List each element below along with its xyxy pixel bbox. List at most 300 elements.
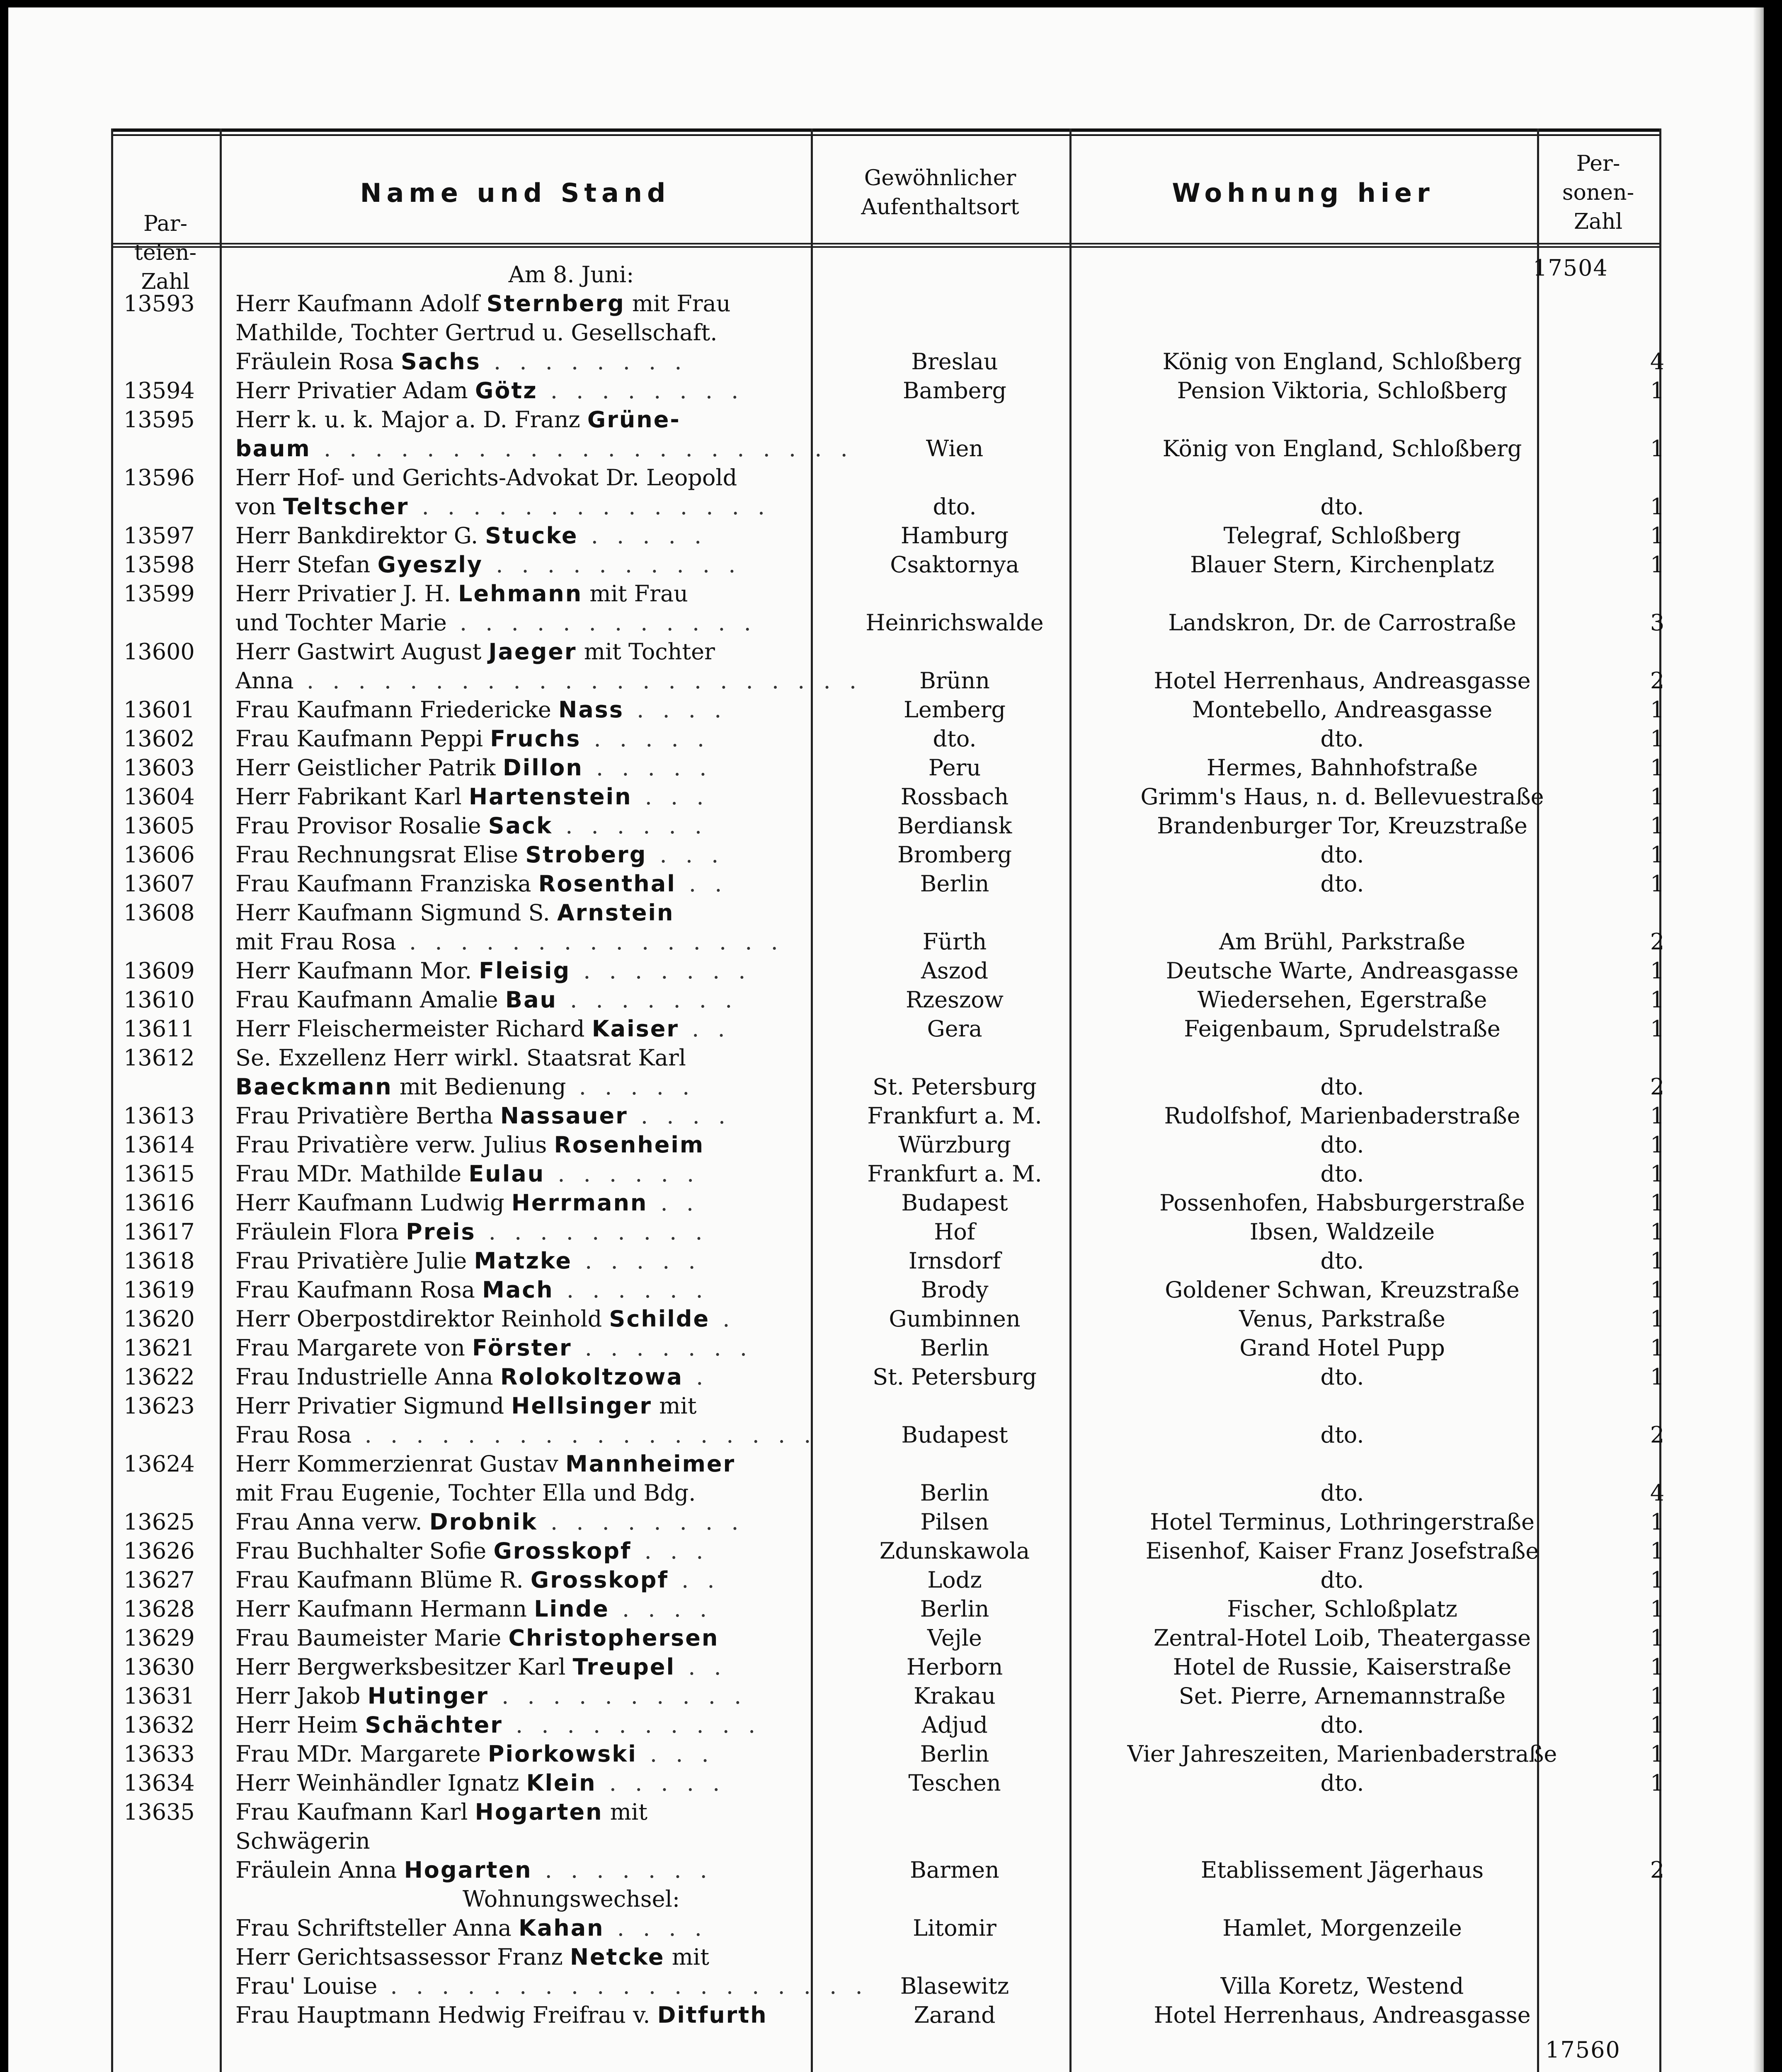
entry-row [111,1101,1665,1130]
surname: Matzke [474,1248,572,1274]
usual-residence: Budapest [901,1422,1008,1448]
name-and-rank [235,1769,907,1798]
person-count: 1 [1650,1016,1665,1042]
name-and-rank [235,1537,907,1566]
header-name: Name und Stand [360,177,671,208]
name-and-rank [235,1653,907,1682]
local-address: Grimm's Haus, n. d. Bellevuestraße [1140,784,1544,810]
name-and-rank [235,782,907,811]
usual-residence: Rzeszow [906,987,1004,1013]
name-and-rank [235,1101,907,1130]
usual-residence: Frankfurt a. M. [867,1103,1042,1129]
name-text: Fräulein Flora [235,1219,406,1245]
person-count: 1 [1650,726,1665,752]
name-text: Frau Kaufmann Peppi [235,726,490,752]
surname: Treupel [572,1654,676,1680]
usual-residence: St. Petersburg [873,1074,1037,1100]
party-number: 13631 [124,1683,195,1709]
name-and-rank [235,1914,907,1943]
name-and-rank [235,347,907,376]
entry-row [111,985,1665,1014]
surname: Eulau [468,1161,545,1187]
leader-dots: . . . . [604,1915,708,1941]
name-and-rank [235,1014,907,1043]
person-count: 2 [1650,929,1665,955]
name-and-rank [235,1856,907,1885]
person-count: 1 [1650,842,1665,868]
usual-residence: Berlin [920,1596,989,1622]
entry-row [111,666,1665,695]
name-text: Frau Kaufmann Franziska [235,871,538,897]
header-persons: Per- sonen- Zahl [1562,151,1634,234]
usual-residence: Lemberg [904,697,1006,723]
party-number: 13626 [124,1538,195,1564]
party-number: 13628 [124,1596,195,1622]
name-and-rank [235,666,907,695]
entry-row [111,608,1665,637]
usual-residence: Hamburg [900,523,1009,549]
name-and-rank [235,1218,907,1247]
leader-dots: . [683,1364,709,1390]
party-number: 13611 [124,1016,195,1042]
name-text: Frau Provisor Rosalie [235,813,488,839]
entry-row [111,463,1661,492]
name-text: Frau MDr. Margarete [235,1741,488,1767]
person-count: 1 [1650,1538,1665,1564]
person-count: 4 [1650,349,1665,375]
usual-residence: Csaktornya [890,552,1019,578]
leader-dots: . . . [631,1538,709,1564]
name-text: Frau Buchhalter Sofie [235,1538,494,1564]
leader-dots: . . . . . . . . . . . . . . . [396,929,784,955]
surname: Drobnik [429,1509,538,1535]
usual-residence: Wien [926,436,984,462]
name-and-rank [235,1943,907,1972]
person-count: 1 [1650,1190,1665,1216]
leader-dots: . . [668,1567,720,1593]
name-and-rank [235,463,907,492]
name-text: Herr Geistlicher Patrik [235,755,503,781]
header-residence: Wohnung hier [1172,177,1435,208]
leader-dots: . . . . . . . . [537,378,744,404]
leader-dots: . . . . . . . . . . . . . . . . . . . . . . [293,668,863,694]
name-text: Herr Kommerzienrat Gustav [235,1451,565,1477]
name-and-rank [235,550,907,579]
leader-dots: . . . . . . . . . . [483,552,742,578]
local-address: dto. [1320,1132,1364,1158]
person-count: 1 [1650,1683,1665,1709]
entry-row [111,2001,1661,2030]
name-suffix: mit [664,1944,709,1970]
carried-in-total: 17504 [1533,255,1608,281]
name-text: Herr Privatier J. H. [235,581,458,607]
local-address: dto. [1320,871,1364,897]
local-address: dto. [1320,842,1364,868]
usual-residence: Hof [934,1219,975,1245]
party-number: 13622 [124,1364,195,1390]
entry-row [111,1914,1661,1943]
surname: Linde [534,1596,609,1622]
surname: Kahan [518,1915,604,1941]
name-text: Frau Baumeister Marie [235,1625,509,1651]
name-text: Frau Privatière Julie [235,1248,474,1274]
name-and-rank [235,1624,907,1653]
entry-row [111,956,1665,985]
leader-dots: . . . . . . . . [480,349,688,375]
surname: Teltscher [283,494,409,520]
name-text: Frau MDr. Mathilde [235,1161,469,1187]
person-count: 2 [1650,1857,1665,1883]
person-count: 1 [1650,1741,1665,1767]
entry-row [111,1537,1665,1566]
person-count: 1 [1650,1248,1665,1274]
entry-row [111,1682,1665,1711]
name-suffix: mit [603,1799,647,1825]
surname: Rosenthal [538,871,676,897]
person-count: 1 [1650,813,1665,839]
name-text: Herr Kaufmann Sigmund S. [235,900,557,926]
person-count: 1 [1650,1219,1665,1245]
surname: Sack [488,813,553,839]
person-count: 1 [1650,1277,1665,1303]
usual-residence: Pilsen [920,1509,989,1535]
usual-residence: Litomir [913,1915,996,1941]
usual-residence: Teschen [908,1770,1001,1796]
register-table [111,128,1665,2072]
name-suffix: mit [652,1393,697,1419]
surname: Fruchs [490,726,581,752]
name-suffix: mit Bedienung [392,1074,566,1100]
name-and-rank [235,1682,907,1711]
local-address: Grand Hotel Pupp [1239,1335,1445,1361]
surname: Christophersen [508,1625,719,1651]
usual-residence: Herborn [906,1654,1003,1680]
usual-residence: Berdiansk [897,813,1012,839]
section-heading-row [111,260,1661,289]
local-address: Etablissement Jägerhaus [1200,1857,1484,1883]
name-and-rank [235,1972,907,2001]
entry-row [111,492,1665,521]
entry-row [111,1769,1665,1798]
name-and-rank [235,753,907,782]
name-text: Herr Hof- und Gerichts-Advokat Dr. Leopold [235,465,737,491]
party-number: 13605 [124,813,195,839]
person-count: 2 [1650,668,1665,694]
party-number: 13634 [124,1770,195,1796]
usual-residence: Rossbach [900,784,1009,810]
leader-dots: . [710,1306,736,1332]
name-text: Herr Bankdirektor G. [235,523,485,549]
leader-dots: . . [647,1190,700,1216]
entry-row [111,753,1665,782]
usual-residence: Gera [927,1016,982,1042]
name-and-rank [235,1363,907,1392]
name-text: von [235,494,283,520]
usual-residence: Irnsdorf [908,1248,1001,1274]
local-address: dto. [1320,1712,1364,1738]
local-address: Telegraf, Schloßberg [1223,523,1461,549]
local-address: Hotel de Russie, Kaiserstraße [1173,1654,1512,1680]
local-address: dto. [1320,1422,1364,1448]
surname: Preis [406,1219,476,1245]
name-text: Herr Kaufmann Adolf [235,290,487,317]
name-and-rank [235,1421,907,1450]
name-text: Frau Rosa [235,1422,352,1448]
person-count: 1 [1650,378,1665,404]
entry-row [111,1972,1661,2001]
local-address: Pension Viktoria, Schloßberg [1177,378,1508,404]
entry-row [111,840,1665,869]
name-and-rank [235,1595,907,1624]
name-text: Herr Kaufmann Ludwig [235,1190,512,1216]
surname: Sachs [400,349,481,375]
local-address: Brandenburger Tor, Kreuzstraße [1157,813,1527,839]
surname: Gyeszly [377,552,483,578]
usual-residence: Lodz [927,1567,982,1593]
leader-dots: . . . . . . . . . . . . . . . . . . [352,1422,817,1448]
register-rows [111,128,1665,2072]
surname: Klein [526,1770,596,1796]
surname: Kaiser [592,1016,679,1042]
party-number: 13618 [124,1248,195,1274]
name-text: Herr Kaufmann Hermann [235,1596,534,1622]
entry-row [111,1798,1661,1827]
usual-residence: Budapest [901,1190,1008,1216]
person-count: 1 [1650,1712,1665,1738]
surname: Götz [475,378,538,404]
leader-dots: . . . [647,842,725,868]
entry-row [111,1043,1661,1072]
entry-row [111,1943,1661,1972]
entry-row [111,405,1661,434]
leader-dots: . . . [632,784,710,810]
surname: Hartenstein [468,784,632,810]
party-number: 13616 [124,1190,195,1216]
name-and-rank [235,1130,907,1159]
local-address: Blauer Stern, Kirchenplatz [1190,552,1494,578]
party-number: 13620 [124,1306,195,1332]
leader-dots: . . . . . [566,1074,696,1100]
party-number: 13624 [124,1451,195,1477]
name-text: Herr Gastwirt August [235,639,489,665]
name-text: Frau Kaufmann Friedericke [235,697,559,723]
surname: Herrmann [511,1190,648,1216]
name-and-rank [235,1072,907,1101]
name-and-rank [235,2001,907,2030]
surname: Mach [482,1277,554,1303]
person-count: 1 [1650,552,1665,578]
person-count: 1 [1650,1161,1665,1187]
surname: Fleisig [479,958,571,984]
usual-residence: Peru [928,755,981,781]
surname: Schächter [365,1712,503,1738]
name-and-rank [235,608,907,637]
name-text: Frau' Louise [235,1973,378,1999]
party-number: 13606 [124,842,195,868]
section-heading: Wohnungswechsel: [462,1886,680,1912]
name-text: Mathilde, Tochter Gertrud u. Gesellschaft. [235,320,718,346]
name-and-rank [235,289,907,318]
name-and-rank [235,1276,907,1305]
party-number: 13609 [124,958,195,984]
name-text: Herr Privatier Sigmund [235,1393,512,1419]
entry-row [111,1856,1665,1885]
local-address: Hotel Herrenhaus, Andreasgasse [1154,2002,1531,2028]
person-count: 1 [1650,1103,1665,1129]
entry-row [111,1188,1665,1218]
usual-residence: Zarand [914,2002,996,2028]
person-count: 1 [1650,1625,1665,1651]
name-and-rank [235,1159,907,1188]
party-number: 13608 [124,900,195,926]
surname: Lehmann [458,581,583,607]
surname: Ditfurth [657,2002,768,2028]
local-address: Vier Jahreszeiten, Marienbaderstraße [1127,1741,1557,1767]
local-address: dto. [1320,1770,1364,1796]
name-text: Herr Fabrikant Karl [235,784,469,810]
party-number: 13596 [124,465,195,491]
name-text: Herr Gerichtsassessor Franz [235,1944,570,1970]
name-text: Herr k. u. k. Major a. D. Franz [235,407,587,433]
name-text: Fräulein Anna [235,1857,404,1883]
entry-row [111,1508,1665,1537]
local-address: Eisenhof, Kaiser Franz Josefstraße [1145,1538,1539,1564]
person-count: 1 [1650,871,1665,897]
name-and-rank [235,869,907,898]
name-and-rank [235,840,907,869]
surname: Sternberg [486,290,625,317]
party-number: 13597 [124,523,195,549]
surname: Dillon [502,755,583,781]
local-address: Hotel Herrenhaus, Andreasgasse [1154,668,1531,694]
local-address: Rudolfshof, Marienbaderstraße [1164,1103,1520,1129]
surname: Grosskopf [493,1538,632,1564]
usual-residence: Gumbinnen [889,1306,1021,1332]
name-and-rank [235,1479,907,1508]
usual-residence: Aszod [921,958,989,984]
name-and-rank [235,811,907,840]
entry-row [111,550,1665,579]
usual-residence: Breslau [911,349,998,375]
name-text: Frau Industrielle Anna [235,1364,500,1390]
local-address: Venus, Parkstraße [1239,1306,1445,1332]
name-and-rank [235,898,907,927]
surname: Hogarten [404,1857,532,1883]
party-number: 13598 [124,552,195,578]
leader-dots: . . [675,1654,727,1680]
party-number: 13607 [124,871,195,897]
entry-row [111,1218,1665,1247]
usual-residence: Würzburg [898,1132,1011,1158]
name-suffix: mit Frau [582,581,688,607]
usual-residence: Brünn [919,668,990,694]
local-address: dto. [1320,1161,1364,1187]
party-number: 13615 [124,1161,195,1187]
entry-row [111,1479,1665,1508]
party-number: 13593 [124,290,195,317]
person-count: 1 [1650,958,1665,984]
party-number: 13601 [124,697,195,723]
local-address: Wiedersehen, Egerstraße [1197,987,1487,1013]
name-and-rank [235,1043,907,1072]
entry-row [111,782,1665,811]
name-text: Frau Privatière verw. Julius [235,1132,554,1158]
page [8,7,1764,2072]
surname: Mannheimer [565,1451,736,1477]
surname: Netcke [570,1944,665,1970]
name-text: mit Frau Rosa [235,929,396,955]
party-number: 13629 [124,1625,195,1651]
party-number: 13595 [124,407,195,433]
entry-row [111,811,1665,840]
party-number: 13619 [124,1277,195,1303]
entry-row [111,1159,1665,1188]
local-address: dto. [1320,494,1364,520]
leader-dots: . . . . [628,1103,732,1129]
surname: Rosenheim [554,1132,705,1158]
name-and-rank [235,1392,907,1421]
usual-residence: Berlin [920,1335,989,1361]
local-address: Ibsen, Waldzeile [1249,1219,1435,1245]
name-and-rank [235,1798,907,1827]
entry-row [111,1247,1665,1276]
person-count: 4 [1650,1480,1665,1506]
name-text: Anna [235,668,294,694]
name-text: Frau Margarete von [235,1335,473,1361]
entry-row [111,695,1665,724]
local-address: Set. Pierre, Arnemannstraße [1178,1683,1506,1709]
usual-residence: Berlin [920,871,989,897]
local-address: dto. [1320,1248,1364,1274]
name-text: mit Frau Eugenie, Tochter Ella und Bdg. [235,1480,696,1506]
name-and-rank [235,1827,907,1856]
party-number: 13623 [124,1393,195,1419]
entry-row [111,1305,1665,1334]
header-origin: Gewöhnlicher Aufenthaltsort [861,166,1019,220]
name-and-rank [235,927,907,956]
name-and-rank [235,1450,907,1479]
entry-row [111,1334,1665,1363]
name-and-rank [235,1305,907,1334]
name-text: Frau Hauptmann Hedwig Freifrau v. [235,2002,657,2028]
name-text: Schwägerin [235,1828,370,1854]
name-and-rank [235,956,907,985]
local-address: Fischer, Schloßplatz [1227,1596,1457,1622]
surname: Stucke [485,523,578,549]
entry-row [111,1363,1665,1392]
name-text: Frau Schriftsteller Anna [235,1915,519,1941]
local-address: dto. [1320,1480,1364,1506]
name-suffix: mit Tochter [577,639,715,665]
leader-dots: . . . . . . . . . . [488,1683,747,1709]
party-number: 13594 [124,378,195,404]
party-number: 13614 [124,1132,195,1158]
leader-dots: . . . . . . . . . . . . [446,610,757,636]
person-count: 2 [1650,1074,1665,1100]
name-text: Herr Bergwerksbesitzer Karl [235,1654,573,1680]
entry-row [111,1014,1665,1043]
leader-dots: . . . . . . . . . . [502,1712,761,1738]
person-count: 2 [1650,1422,1665,1448]
name-and-rank [235,637,907,666]
party-number: 13613 [124,1103,195,1129]
party-number: 13599 [124,581,195,607]
name-text: Herr Privatier Adam [235,378,475,404]
leader-dots: . . . . . [583,755,713,781]
party-number: 13610 [124,987,195,1013]
entry-row [111,1624,1665,1653]
surname: Piorkowski [487,1741,637,1767]
